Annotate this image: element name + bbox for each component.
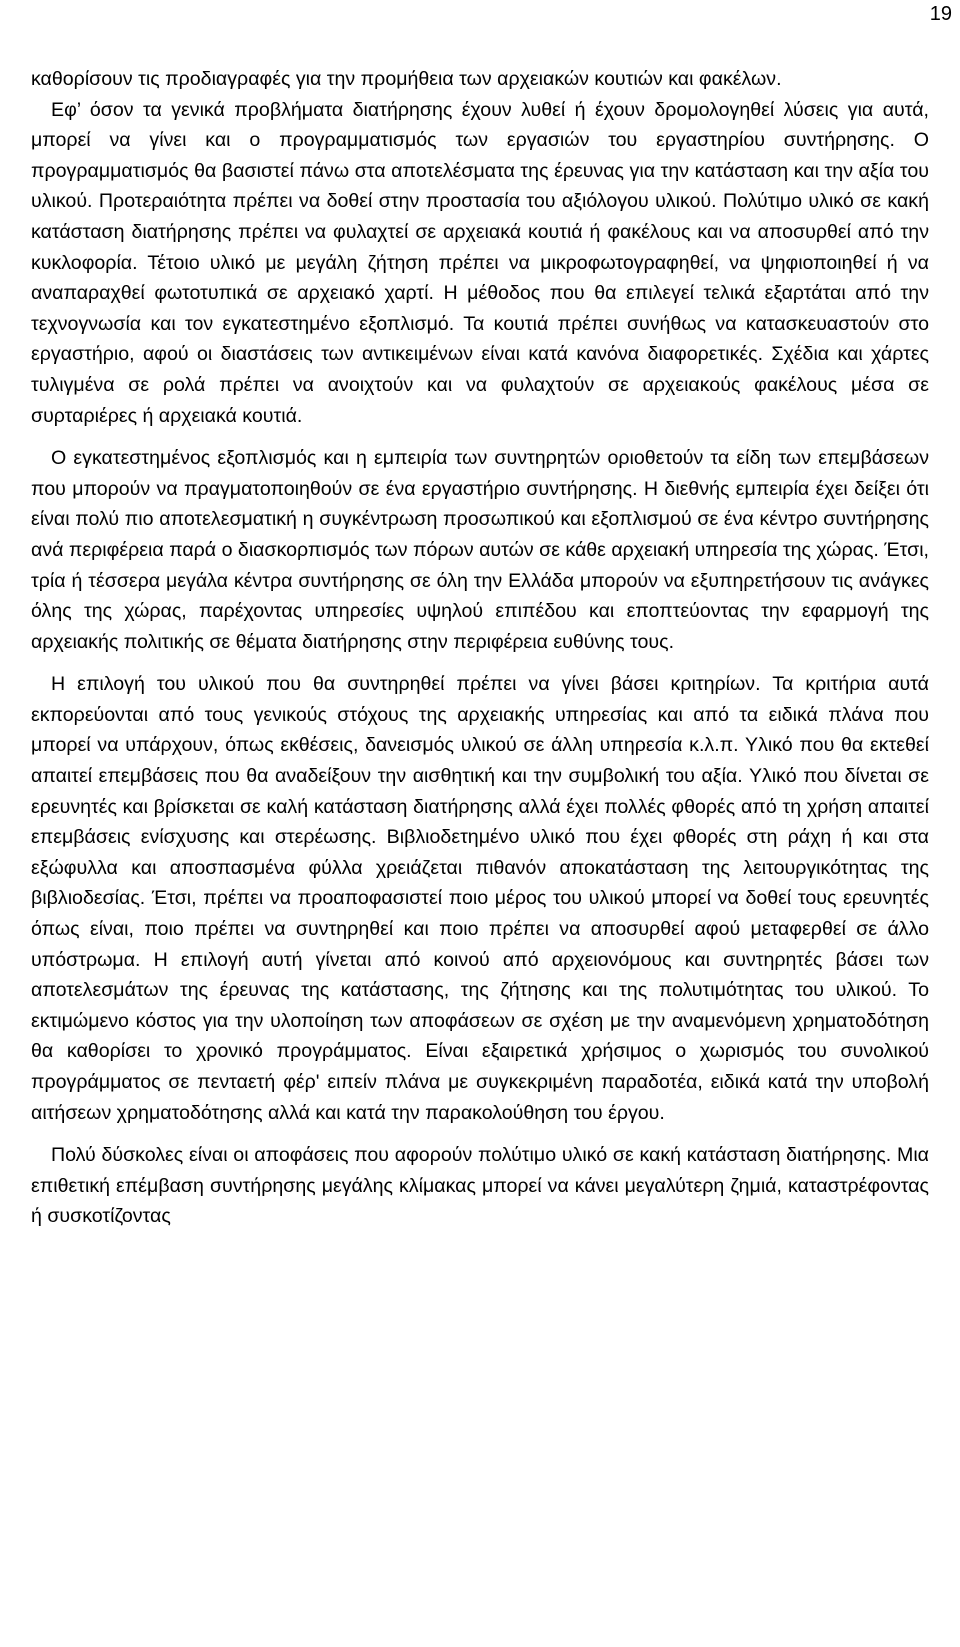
paragraph-selection-criteria: Η επιλογή του υλικού που θα συντηρηθεί πρέπει να γίνει βάσει κριτηρίων. Τα κριτήρια αυτά εκπορεύονται από τους γενικούς στόχους της αρχειακής υπηρεσίας και από τα ειδικά πλάνα που μπορεί να υπάρχουν, όπως εκθέσεις, δανεισμός υλικού σε άλλη υπηρεσία κ.λ.π. Υλικό που θα εκτεθεί απαιτεί επεμβάσεις που θα αναδείξουν την αισθητική και την συμβολική του αξία. Υλικό που δίνεται σε ερευνητές και βρίσκεται σε καλή κατάσταση διατήρησης αλλά έχει πολλές φθορές από τη χρήση απαιτεί επεμβάσεις ενίσχυσης και στερέωσης. Βιβλιοδετημένο υλικό που έχει φθορές στη ράχη ή και στα εξώφυλλα και αποσπασμένα φύλλα χρειάζεται πιθανόν αποκατάσταση της λειτουργικότητας της βιβλιοδεσίας. Έτσι, πρέπει να προαποφασιστεί ποιο μέρος του υλικού μπορεί να δοθεί τους ερευνητές όπως είναι, ποιο πρέπει να συντηρηθεί και ποιο πρέπει να αποσυρθεί αφού μεταφερθεί σε άλλο υπόστρωμα. Η επιλογή αυτή γίνεται από κοινού από αρχειονόμους και συντηρητές βάσει των αποτελεσμάτων της έρευνας της κατάστασης, της ζήτησης και της πολυτιμότητας του υλικού. Το εκτιμώμενο κόστος για την υλοποίηση των αποφάσεων σε σχέση με την αναμενόμενη χρηματοδότηση θα καθορίσει το χρονικό προγράμματος. Είναι εξαιρετικά χρήσιμος ο χωρισμός του συνολικού προγράμματος σε πενταετή φέρ' ειπείν πλάνα με συγκεκριμένη παραδοτέα, ειδικά κατά την υποβολή αιτήσεων χρηματοδότησης αλλά και κατά την παρακολούθηση του έργου. [31, 673, 929, 1124]
paragraph-conservation-planning: Εφ’ όσον τα γενικά προβλήματα διατήρησης έχουν λυθεί ή έχουν δρομολογηθεί λύσεις για αυτά, μπορεί να γίνει και ο προγραμματισμός των εργασιών του εργαστηρίου συντήρησης. Ο προγραμματισμός θα βασιστεί πάνω στα αποτελέσματα της έρευνας για την κατάσταση και την αξία του υλικού. Προτεραιότητα πρέπει να δοθεί στην προστασία του αξιόλογου υλικού. Πολύτιμο υλικό σε κακή κατάσταση διατήρησης πρέπει να φυλαχτεί σε αρχειακά κουτιά ή φακέλους και να αποσυρθεί από την κυκλοφορία. Τέτοιο υλικό με μεγάλη ζήτηση πρέπει να μικροφωτογραφηθεί, να ψηφιοποιηθεί ή να αναπαραχθεί φωτοτυπικά σε αρχειακό χαρτί. Η μέθοδος που θα επιλεγεί τελικά εξαρτάται από την τεχνογνωσία και τον εγκατεστημένο εξοπλισμό. Τα κουτιά πρέπει συνήθως να κατασκευαστούν στο εργαστήριο, αφού οι διαστάσεις των αντικειμένων είναι κατά κανόνα διαφορετικές. Σχέδια και χάρτες τυλιγμένα σε ρολά πρέπει να ανοιχτούν και να φυλαχτούν σε αρχειακούς φακέλους μέσα σε συρταριέρες ή αρχειακά κουτιά. [31, 98, 929, 427]
document-body [31, 64, 929, 1232]
paragraph-continuation: καθορίσουν τις προδιαγραφές για την προμήθεια των αρχειακών κουτιών και φακέλων. [31, 68, 782, 90]
paragraph-equipment-experience: Ο εγκατεστημένος εξοπλισμός και η εμπειρία των συντηρητών οριοθετούν τα είδη των επεμβάσεων που μπορούν να πραγματοποιηθούν σε ένα εργαστήριο συντήρησης. Η διεθνής εμπειρία έχει δείξει ότι είναι πολύ πιο αποτελεσματική η συγκέντρωση προσωπικού και εξοπλισμού σε ένα κέντρο συντήρησης ανά περιφέρεια παρά ο διασκορπισμός των πόρων αυτών σε κάθε αρχειακή υπηρεσία της χώρας. Έτσι, τρία ή τέσσερα μεγάλα κέντρα συντήρησης σε όλη την Ελλάδα μπορούν να εξυπηρετήσουν τις ανάγκες όλης της χώρας, παρέχοντας υπηρεσίες υψηλού επιπέδου και εποπτεύοντας την εφαρμογή της αρχειακής πολιτικής σε θέματα διατήρησης στην περιφέρεια ευθύνης τους. [31, 447, 929, 653]
paragraph-difficult-decisions: Πολύ δύσκολες είναι οι αποφάσεις που αφορούν πολύτιμο υλικό σε κακή κατάσταση διατήρησης. Μια επιθετική επέμβαση συντήρησης μεγάλης κλίμακας μπορεί να κάνει μεγαλύτερη ζημιά, καταστρέφοντας ή συσκοτίζοντας [31, 1144, 929, 1228]
page-number: 19 [929, 3, 952, 25]
